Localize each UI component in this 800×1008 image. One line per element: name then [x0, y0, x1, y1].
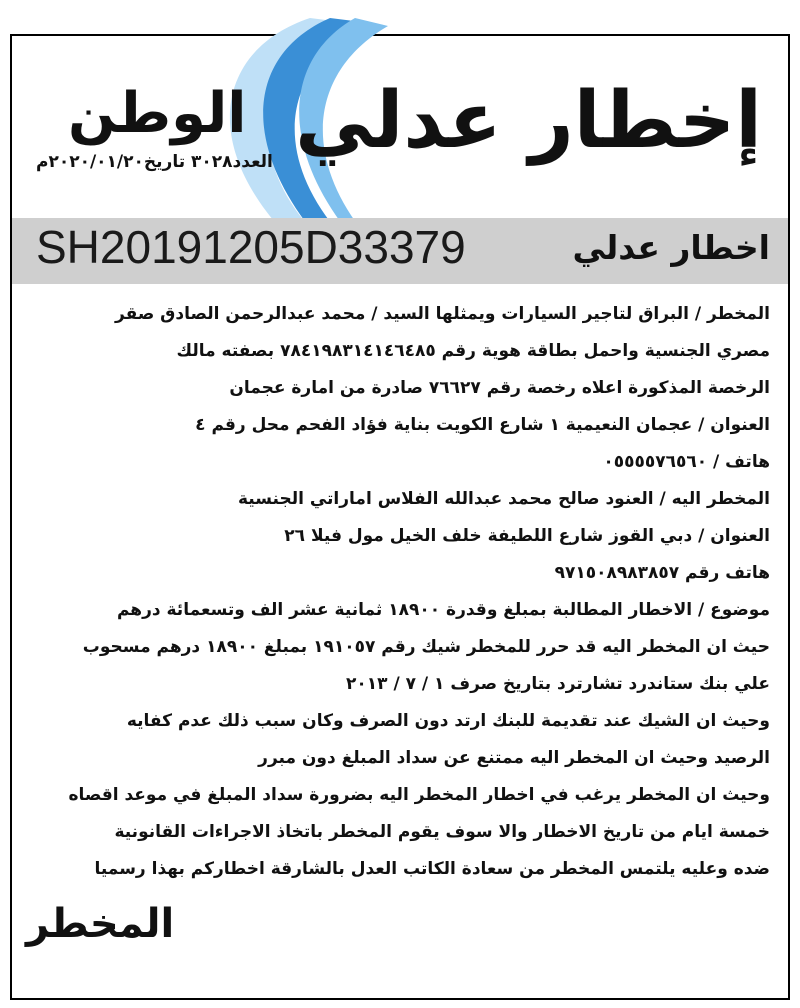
issue-number-date: العدد٣٠٢٨ تاريخ٢٠٢٠/٠١/٢٠م	[36, 152, 273, 172]
body-line: الرخصة المذكورة اعلاه رخصة رقم ٧٦٦٢٧ صادرة من امارة عجمان	[229, 378, 770, 398]
body-line: الرصيد وحيث ان المخطر اليه ممتنع عن سداد المبلغ دون مبرر	[258, 748, 770, 768]
newspaper-logo: الوطن	[68, 81, 247, 146]
body-line: العنوان / عجمان النعيمية ١ شارع الكويت بناية فؤاد الفحم محل رقم ٤	[195, 415, 770, 435]
reference-number: SH20191205D33379	[36, 221, 466, 273]
notice-body	[34, 296, 770, 888]
body-line: موضوع / الاخطار المطالبة بمبلغ وقدرة ١٨٩٠٠ ثمانية عشر الف وتسعمائة درهم	[116, 600, 770, 620]
body-line: هاتف رقم ٩٧١٥٠٨٩٨٣٨٥٧	[554, 563, 770, 583]
body-line: وحيث ان المخطر يرغب في اخطار المخطر اليه بضرورة سداد المبلغ في موعد اقصاه	[68, 785, 770, 805]
banner-label: اخطار عدلي	[572, 228, 770, 267]
body-line: ضده وعليه يلتمس المخطر من سعادة الكاتب العدل بالشارقة اخطاركم بهذا رسميا	[94, 859, 770, 879]
body-line: علي بنك ستاندرد تشارترد بتاريخ صرف ١ / ٧ / ٢٠١٣	[346, 674, 770, 694]
body-line: حيث ان المخطر اليه قد حرر للمخطر شيك رقم ١٩١٠٥٧ بمبلغ ١٨٩٠٠ درهم مسحوب	[82, 637, 770, 657]
notice-title: إخطار عدلي	[295, 76, 762, 166]
body-line: خمسة ايام من تاريخ الاخطار والا سوف يقوم المخطر باتخاذ الاجراءات القانونية	[114, 822, 770, 842]
body-line: هاتف / ٠٥٥٥٥٧٦٥٦٠	[603, 452, 770, 472]
body-line: المخطر اليه / العنود صالح محمد عبدالله الفلاس اماراتي الجنسية	[237, 489, 770, 509]
body-line: العنوان / دبي القوز شارع اللطيفة خلف الخيل مول فيلا ٢٦	[284, 526, 770, 546]
signature: المخطر	[26, 901, 175, 947]
body-line: وحيث ان الشيك عند تقديمة للبنك ارتد دون الصرف وكان سبب ذلك عدم كفايه	[126, 711, 770, 731]
body-line: المخطر / البراق لتاجير السيارات ويمثلها السيد / محمد عبدالرحمن الصادق صقر	[115, 304, 770, 324]
body-line: مصري الجنسية واحمل بطاقة هوية رقم ٧٨٤١٩٨٣١٤١٤٦٤٨٥ بصفته مالك	[176, 341, 770, 361]
